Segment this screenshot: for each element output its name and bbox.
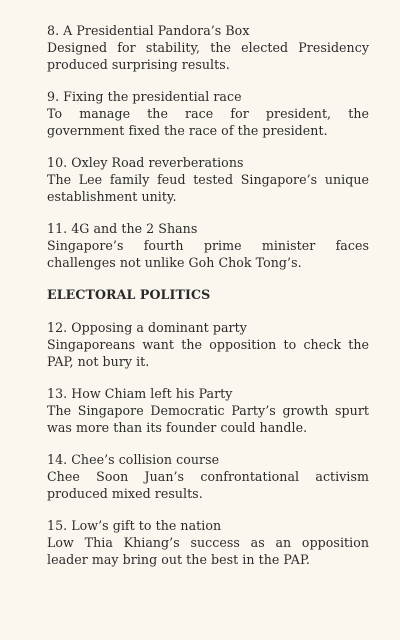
toc-entry <box>47 451 369 502</box>
entry-description: Designed for stability, the elected Presidency produced surprising results. <box>47 40 369 72</box>
entry-description: Singaporeans want the opposition to check the PAP, not bury it. <box>47 337 369 369</box>
toc-entry <box>47 22 369 73</box>
entry-description: Chee Soon Juan’s confrontational activism produced mixed results. <box>47 469 369 501</box>
toc-entry <box>47 517 369 568</box>
entry-title: 8. A Presidential Pandora’s Box <box>47 23 250 38</box>
entry-title: 14. Chee’s collision course <box>47 452 220 467</box>
section-heading: ELECTORAL POLITICS <box>47 287 211 302</box>
entry-title: 11. 4G and the 2 Shans <box>47 221 198 236</box>
entry-title: 9. Fixing the presidential race <box>47 89 242 104</box>
entry-title: 13. How Chiam left his Party <box>47 386 233 401</box>
toc-entry <box>47 319 369 370</box>
entry-title: 12. Opposing a dominant party <box>47 320 247 335</box>
entry-description: The Singapore Democratic Party’s growth spurt was more than its founder could handle. <box>47 403 369 435</box>
entry-title: 15. Low’s gift to the nation <box>47 518 222 533</box>
entry-description: Singapore’s fourth prime minister faces challenges not unlike Goh Chok Tong’s. <box>47 238 369 270</box>
entry-title: 10. Oxley Road reverberations <box>47 155 244 170</box>
toc-entry <box>47 385 369 436</box>
toc-entry <box>47 154 369 205</box>
toc-entry <box>47 88 369 139</box>
toc-entry <box>47 220 369 271</box>
entry-description: The Lee family feud tested Singapore’s unique establishment unity. <box>47 172 369 204</box>
entry-description: To manage the race for president, the government fixed the race of the president. <box>47 106 369 138</box>
entry-description: Low Thia Khiang’s success as an opposition leader may bring out the best in the PAP. <box>47 535 369 567</box>
